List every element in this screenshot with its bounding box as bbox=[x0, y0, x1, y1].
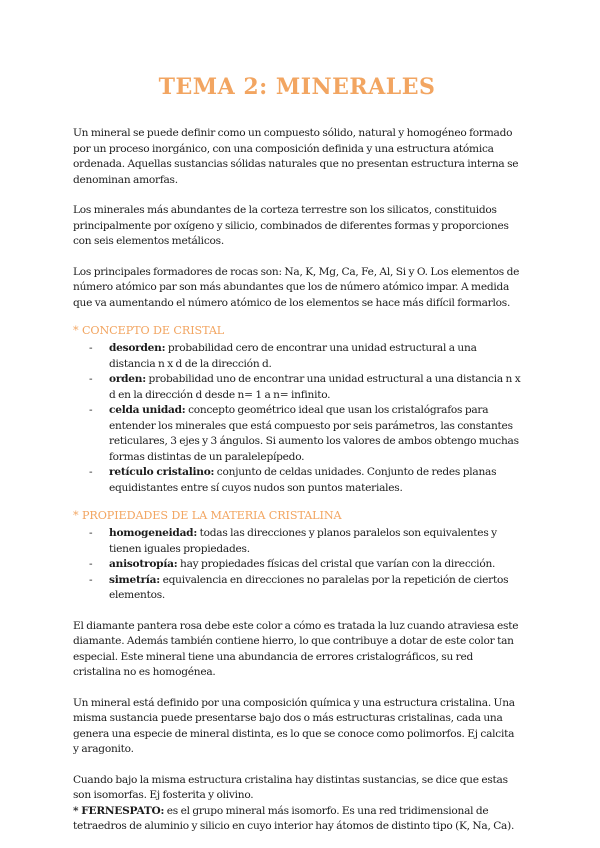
list-item-text: concepto geométrico ideal que usan los cristalógrafos para entender los minerales que está compuesto por seis parámetros, las constantes reticulares, 3 ejes y 3 ángulos. Si aumento los valores de ambos obtengo muchas formas distintas de un paralelepípedo. bbox=[109, 404, 519, 463]
silicates-paragraph: Los minerales más abundantes de la corteza terrestre son los silicatos, constituidos principalmente por oxígeno y silicio, combinados de diferentes formas y proporciones con seis elementos metálicos. bbox=[73, 204, 509, 247]
section-heading-propiedades: * PROPIEDADES DE LA MATERIA CRISTALINA bbox=[73, 509, 342, 522]
list-item-text: equivalencia en direcciones no paralelas por la repetición de ciertos elementos. bbox=[109, 573, 509, 601]
list-item bbox=[89, 557, 521, 573]
document-page bbox=[73, 72, 521, 835]
fernespato-paragraph bbox=[73, 804, 521, 835]
fernespato-text: es el grupo mineral más isomorfo. Es una red tridimensional de tetraedros de aluminio y silicio en cuyo interior hay átomos de distinto tipo (K, Na, Ca). bbox=[73, 804, 515, 832]
list-item-term: celda unidad: bbox=[109, 404, 186, 416]
list-item-term: retículo cristalino: bbox=[109, 466, 215, 478]
list-item bbox=[89, 573, 521, 604]
bullet-dash: - bbox=[89, 466, 93, 478]
list-item-term: simetría: bbox=[109, 573, 160, 586]
list-item-term: orden: bbox=[109, 373, 146, 385]
bullet-dash: - bbox=[89, 373, 93, 385]
list-item-text: todas las direcciones y planos paralelos son equivalentes y tienen iguales propiedades. bbox=[109, 527, 497, 555]
bullet-dash: - bbox=[89, 404, 93, 416]
list-item bbox=[89, 465, 521, 496]
diamond-paragraph: El diamante pantera rosa debe este color a cómo es tratada la luz cuando atraviesa este diamante. Además también contiene hierro, lo que contribuye a dotar de este color tan especial. Este mineral tiene una abundancia de errores cristalográficos, su red cristalina no es homogénea. bbox=[73, 619, 519, 678]
intro-paragraph: Un mineral se puede definir como un compuesto sólido, natural y homogéneo formado por un proceso inorgánico, con una composición definida y una estructura atómica ordenada. Aquellas sustancias sólidas naturales que no presentan estructura interna se denominan amorfas. bbox=[73, 127, 519, 186]
list-item-term: desorden: bbox=[109, 342, 166, 354]
list-item-term: homogeneidad: bbox=[109, 527, 197, 539]
list-item-text: probabilidad cero de encontrar una unidad estructural a una distancia n x d de la dirección d. bbox=[109, 342, 477, 370]
polymorph-paragraph: Un mineral está definido por una composición química y una estructura cristalina. Una misma sustancia puede presentarse bajo dos o más estructuras cristalinas, cada una genera una especie de mineral distinta, es lo que se conoce como polimorfos. Ej calcita y aragonito. bbox=[73, 696, 515, 755]
bullet-dash: - bbox=[89, 527, 93, 539]
list-item bbox=[89, 341, 521, 372]
fernespato-term: * FERNESPATO: bbox=[73, 804, 165, 817]
list-item-text: conjunto de celdas unidades. Conjunto de redes planas equidistantes entre sí cuyos nudos son puntos materiales. bbox=[109, 466, 497, 494]
section-heading-cristal: * CONCEPTO DE CRISTAL bbox=[73, 324, 225, 337]
bullet-dash: - bbox=[89, 573, 93, 586]
list-item bbox=[89, 403, 521, 465]
list-item-text: probabilidad uno de encontrar una unidad estructural a una distancia n x d en la dirección d desde n= 1 a n= infinito. bbox=[109, 373, 521, 401]
propiedades-list bbox=[73, 526, 521, 604]
list-item-term: anisotropía: bbox=[109, 558, 178, 570]
bullet-dash: - bbox=[89, 558, 93, 570]
list-item bbox=[89, 372, 521, 403]
rock-formers-paragraph: Los principales formadores de rocas son: Na, K, Mg, Ca, Fe, Al, Si y O. Los elementos de número atómico par son más abundantes que los de número atómico impar. A medida que va aumentando el número atómico de los elementos se hace más difícil formarlos. bbox=[73, 265, 520, 309]
list-item bbox=[89, 526, 521, 557]
page-title: TEMA 2: MINERALES bbox=[158, 74, 436, 100]
cristal-list bbox=[73, 341, 521, 496]
isomorph-paragraph: Cuando bajo la misma estructura cristalina hay distintas sustancias, se dice que estas son isomorfas. Ej fosterita y olivino. bbox=[73, 773, 508, 801]
list-item-text: hay propiedades físicas del cristal que varían con la dirección. bbox=[177, 558, 496, 570]
bullet-dash: - bbox=[89, 342, 93, 354]
